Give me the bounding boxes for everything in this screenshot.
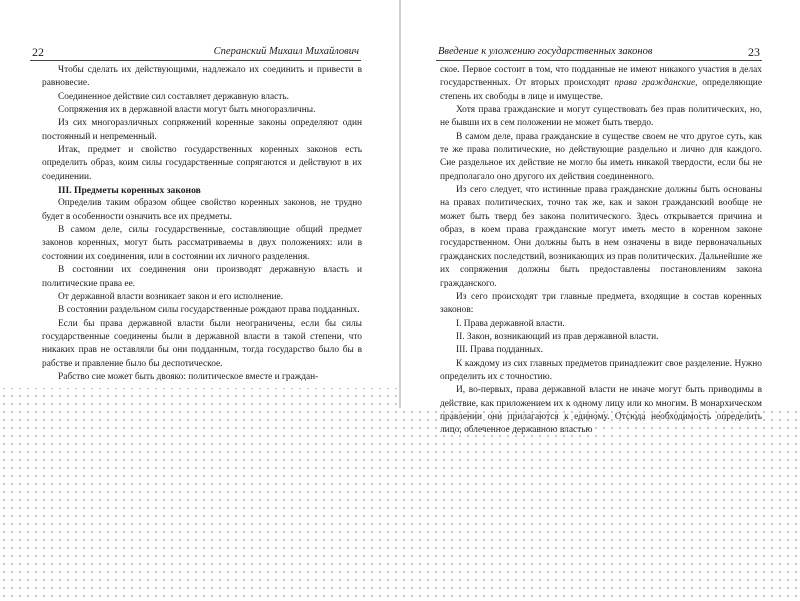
list-item: I. Права державной власти. <box>456 318 565 329</box>
list-item: II. Закон, возникающий из прав державной власти. <box>456 331 659 342</box>
continuation-paragraph <box>440 64 762 104</box>
running-head: Сперанский Михаил Михайлович <box>213 46 359 57</box>
right-page <box>401 0 800 436</box>
paragraph: Определив таким образом общее свойство коренных законов, не трудно будет в особенности означить все их предметы. <box>42 198 362 222</box>
right-page-text <box>440 64 762 438</box>
running-head: Введение к уложению государственных законов <box>438 46 653 57</box>
header-rule <box>436 60 762 61</box>
left-page <box>0 0 399 388</box>
paragraph: Итак, предмет и свойство государственных коренных законов есть определить образ, коим силы государственные сопрягаются и действуют в их соединении. <box>42 145 362 182</box>
header-rule <box>30 60 361 61</box>
paragraph: В самом деле, права гражданские в существе своем не что другое суть, как те же права политические, но действующие раздельно и лично для каждого. Сие раздельное их действие не могло бы иметь никакой твердости, если бы не предполагало оно другого их действия соединенного. <box>440 131 762 182</box>
left-page-header <box>0 0 399 59</box>
paragraph: Сопряжения их в державной власти могут быть многоразличны. <box>58 105 316 116</box>
italic-term: права гражданские <box>614 78 696 89</box>
paragraph: Чтобы сделать их действующими, надлежало их соединить и привести в равновесие. <box>42 65 362 89</box>
paragraph: К каждому из сих главных предметов принадлежит свое разделение. Нужно определить их с точностию. <box>440 358 762 382</box>
continuation-end: , определяющие степень их свободы в лице и имуществе. <box>440 78 762 102</box>
paragraph: Из сих многоразличных сопряжений коренные законы определяют один постоянный и непременный. <box>42 118 362 142</box>
paragraph: И, во-первых, права державной власти не иначе могут быть приводимы в действие, как приложением их к одному лицу или ко многим. В монархическом правлении они прилагаются к единому. Отсюда необходимость определить лицо, облеченное державною властью <box>440 385 762 436</box>
paragraph: В состоянии их соединения они производят державную власть и политические права ее. <box>42 265 362 289</box>
paragraph: Если бы права державной власти были неограничены, если бы силы государственные соединены были в державной власти в такой степени, что никаких прав не оставляли бы они подданным, тогда государство было бы в рабстве и правление было бы деспотическое. <box>42 318 362 369</box>
right-page-header <box>401 0 800 59</box>
page-number: 23 <box>748 45 760 59</box>
section-heading: III. Предметы коренных законов <box>58 185 201 197</box>
list-item: III. Права подданных. <box>456 345 543 356</box>
paragraph: Хотя права гражданские и могут существовать без прав политических, но, не бывши их в сем положении не может быть твердо. <box>440 105 762 129</box>
left-page-text <box>42 64 362 384</box>
paragraph: Из сего происходят три главные предмета, входящие в состав коренных законов: <box>440 291 762 316</box>
paragraph: В состоянии раздельном силы государственные рождают права подданных. <box>58 305 360 316</box>
paragraph: Из сего следует, что истинные права гражданские должны быть основаны на правах политических, точно так же, как и закон гражданский вообще не может быть тверд без закона политического. Здесь открывается причина и образ, в коем права гражданские могут иметь место в коренном законе государственном. Они должны быть в нем означены в виде первоначальных гражданских последствий, возникающих из прав политических. Дальнейшие же их сопряжения должны быть предоставлены постановлениям закона гражданского. <box>440 185 762 289</box>
paragraph: Соединенное действие сил составляет державную власть. <box>58 91 290 102</box>
continuation-text: ское. Первое состоит в том, что подданные не имеют никакого участия в делах государственных. От вторых происходят <box>440 65 762 89</box>
paragraph: В самом деле, силы государственные, составляющие общий предмет законов коренных, могут быть рассматриваемы в двух положениях: или в состоянии их соединения, или в состоянии их личного разделения. <box>42 225 362 262</box>
paragraph: От державной власти возникает закон и его исполнение. <box>58 291 283 302</box>
page-number: 22 <box>32 45 44 59</box>
paragraph: Рабство сие может быть двояко: политическое вместе и граждан- <box>58 371 319 382</box>
